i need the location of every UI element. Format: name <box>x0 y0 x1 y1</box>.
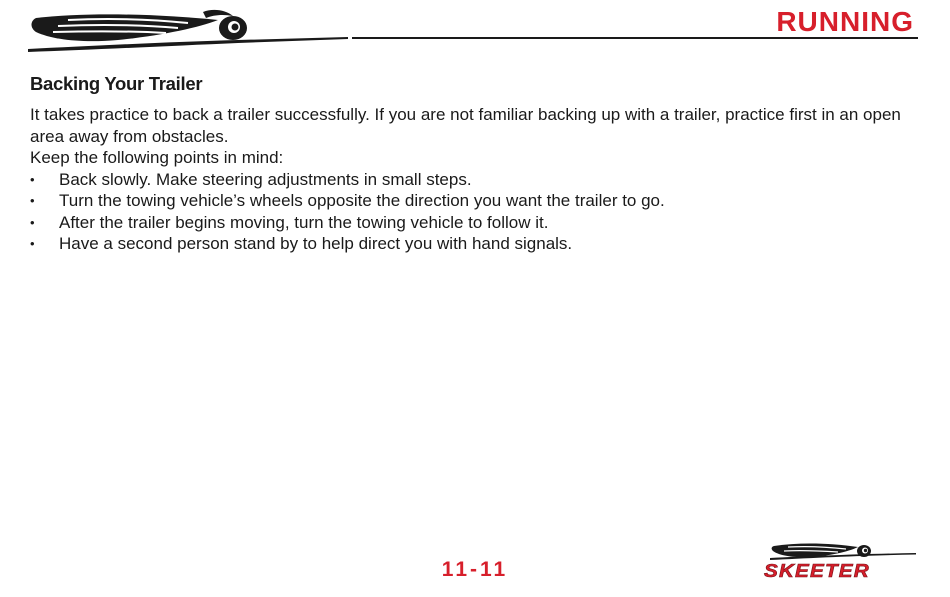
page-heading: Backing Your Trailer <box>30 73 203 94</box>
list-item <box>30 233 920 255</box>
list-item <box>30 169 920 191</box>
list-item-text: Back slowly. Make steering adjustments in small steps. <box>59 169 472 189</box>
list-item <box>30 190 920 212</box>
bullet-list <box>30 169 920 255</box>
list-item-text: Have a second person stand by to help direct you with hand signals. <box>59 234 573 253</box>
skeeter-bird-logo-icon <box>28 6 348 56</box>
header-logo <box>28 6 348 56</box>
intro-paragraph: It takes practice to back a trailer successfully. If you are not familiar backing up with a trailer, practice first in an open area away from obstacles. <box>30 105 901 146</box>
list-item-text: Turn the towing vehicle’s wheels opposite the direction you want the trailer to go. <box>59 191 665 210</box>
bullet-icon: • <box>30 236 35 251</box>
page-content <box>30 72 920 255</box>
bullet-icon: • <box>30 214 35 230</box>
bullet-icon: • <box>30 171 35 187</box>
list-item-text: After the trailer begins moving, turn the towing vehicle to follow it. <box>59 212 549 232</box>
section-title: RUNNING <box>776 6 914 37</box>
brand-wordmark: SKEETER <box>764 561 870 581</box>
page-number: 11-11 <box>441 558 509 581</box>
lead-text: Keep the following points in mind: <box>30 148 284 167</box>
footer-brand-logo <box>764 540 916 582</box>
list-item <box>30 212 920 234</box>
bullet-icon: • <box>30 193 35 208</box>
